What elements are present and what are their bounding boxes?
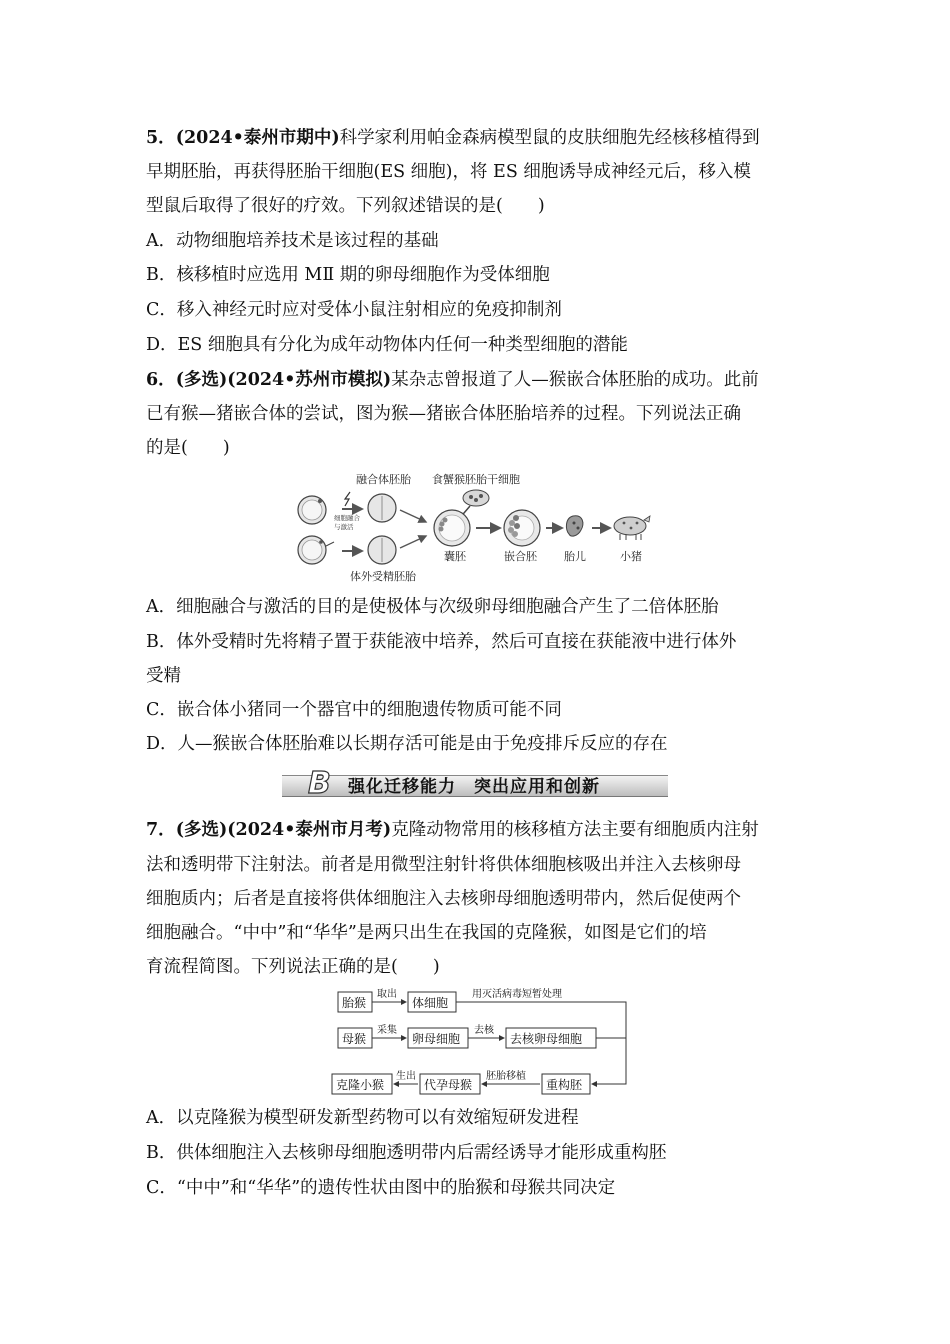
label-activation-2: 与激活 bbox=[334, 523, 354, 531]
text-birth: 生出 bbox=[396, 1071, 416, 1082]
label-activation-1: 细胞融合 bbox=[334, 514, 360, 522]
q7-stem-1: 克隆动物常用的核移植方法主要有细胞质内注射 bbox=[391, 820, 759, 840]
q6-option-a: A．细胞融合与激活的目的是使极体与次级卵母细胞融合产生了二倍体胚胎 bbox=[146, 597, 719, 617]
q6-option-d: D．人—猴嵌合体胚胎难以长期存活可能是由于免疫排斥反应的存在 bbox=[146, 734, 668, 754]
q7-stem-2: 法和透明带下注射法。前者是用微型注射针将供体细胞核吸出并注入去核卵母 bbox=[146, 855, 741, 875]
q6-option-c: C．嵌合体小猪同一个器官中的细胞遗传物质可能不同 bbox=[146, 700, 562, 720]
q7-option-b: B．供体细胞注入去核卵母细胞透明带内后需经诱导才能形成重构胚 bbox=[146, 1143, 667, 1163]
q5-option-a: A．动物细胞培养技术是该过程的基础 bbox=[146, 231, 439, 251]
lightning-icon bbox=[345, 492, 350, 506]
fusion-embryo-icon bbox=[368, 494, 396, 522]
label-blastocyst: 囊胚 bbox=[444, 550, 466, 563]
q5-stem-3: 型鼠后取得了很好的疗效。下列叙述错误的是( ) bbox=[146, 196, 545, 216]
text-oocyte: 卵母细胞 bbox=[412, 1032, 461, 1046]
q5-option-b: B．核移植时应选用 MⅡ 期的卵母细胞作为受体细胞 bbox=[146, 265, 550, 285]
q5-number: 5． bbox=[146, 128, 176, 148]
label-monkey-es: 食蟹猴胚胎干细胞 bbox=[432, 473, 520, 486]
q6-stem-3: 的是( ) bbox=[146, 438, 230, 458]
q6-stem-2: 已有猴—猪嵌合体的尝试，图为猴—猪嵌合体胚胎培养的过程。下列说法正确 bbox=[146, 404, 741, 424]
q7-line-1 bbox=[146, 813, 816, 847]
q6-option-b: B．体外受精时先将精子置于获能液中培养，然后可直接在获能液中进行体外 bbox=[146, 632, 737, 652]
text-virus-note: 用灭活病毒短暂处理 bbox=[472, 989, 562, 1000]
chimera-embryo-icon bbox=[504, 510, 540, 546]
label-fusion-embryo: 融合体胚胎 bbox=[356, 473, 411, 486]
q5-stem-2: 早期胚胎，再获得胚胎干细胞(ES 细胞)，将 ES 细胞诱导成神经元后，移入模 bbox=[146, 162, 751, 182]
text-take: 取出 bbox=[377, 989, 397, 1000]
q7-stem-3: 细胞质内；后者是直接将供体细胞注入去核卵母细胞透明带内，然后促使两个 bbox=[146, 889, 741, 909]
q6-option-b-cont: 受精 bbox=[146, 666, 181, 686]
q6-line-1 bbox=[146, 363, 816, 397]
ivf-embryo-icon bbox=[368, 536, 396, 564]
q7-stem-4: 细胞融合。“中中”和“华华”是两只出生在我国的克隆猴，如图是它们的培 bbox=[146, 923, 707, 943]
q7-option-c: C．“中中”和“华华”的遗传性状由图中的胎猴和母猴共同决定 bbox=[146, 1178, 616, 1198]
q7-stem-5: 育流程简图。下列说法正确的是( ) bbox=[146, 957, 440, 977]
es-cell-dish-icon bbox=[463, 490, 489, 506]
text-transfer: 胚胎移植 bbox=[486, 1071, 526, 1082]
text-collect: 采集 bbox=[377, 1025, 397, 1036]
blastocyst-icon bbox=[434, 510, 470, 546]
q7-option-a: A．以克隆猴为模型研发新型药物可以有效缩短研发进程 bbox=[146, 1108, 579, 1128]
arrow-fusion-to-blastocyst bbox=[400, 510, 426, 522]
label-ivf-embryo: 体外受精胚胎 bbox=[350, 570, 416, 583]
q6-source: (多选)(2024•苏州市模拟) bbox=[175, 370, 392, 390]
q5-option-c: C．移入神经元时应对受体小鼠注射相应的免疫抑制剂 bbox=[146, 300, 562, 320]
q5-stem-1: 科学家利用帕金森病模型鼠的皮肤细胞先经核移植得到 bbox=[339, 128, 760, 148]
text-clone-monkey: 克隆小猴 bbox=[336, 1078, 385, 1092]
text-surrogate: 代孕母猴 bbox=[424, 1078, 473, 1092]
q6-stem-1: 某杂志曾报道了人—猴嵌合体胚胎的成功。此前 bbox=[391, 370, 759, 390]
label-piglet: 小猪 bbox=[620, 550, 642, 563]
oocyte-bottom-icon bbox=[298, 536, 334, 564]
label-fetus: 胎儿 bbox=[564, 550, 586, 563]
q6-number: 6． bbox=[146, 370, 176, 390]
text-enucleated-oocyte: 去核卵母细胞 bbox=[510, 1032, 583, 1046]
q5-option-d: D．ES 细胞具有分化为成年动物体内任何一种类型细胞的潜能 bbox=[146, 335, 628, 355]
piglet-icon bbox=[614, 516, 650, 540]
text-somatic-cell: 体细胞 bbox=[412, 996, 449, 1010]
label-chimera-embryo: 嵌合胚 bbox=[504, 550, 537, 563]
banner-letter-icon: B bbox=[308, 766, 331, 801]
text-mother-monkey: 母猴 bbox=[342, 1032, 367, 1046]
q7-source: (多选)(2024•泰州市月考) bbox=[175, 820, 392, 840]
banner-title: 强化迁移能力 突出应用和创新 bbox=[348, 777, 600, 797]
chimera-embryo-diagram bbox=[290, 468, 660, 586]
q5-source: (2024•泰州市期中) bbox=[175, 128, 340, 148]
clone-monkey-flowchart bbox=[330, 984, 630, 1096]
text-fetal-monkey: 胎猴 bbox=[342, 996, 367, 1010]
section-banner bbox=[282, 766, 668, 800]
q7-number: 7． bbox=[146, 820, 176, 840]
fetus-icon bbox=[566, 516, 583, 536]
q5-line-1 bbox=[146, 121, 816, 155]
text-enucleate: 去核 bbox=[474, 1025, 494, 1036]
arrow-ivf-to-blastocyst bbox=[400, 536, 426, 548]
oocyte-top-icon bbox=[298, 496, 326, 524]
text-reconstructed: 重构胚 bbox=[546, 1078, 583, 1092]
